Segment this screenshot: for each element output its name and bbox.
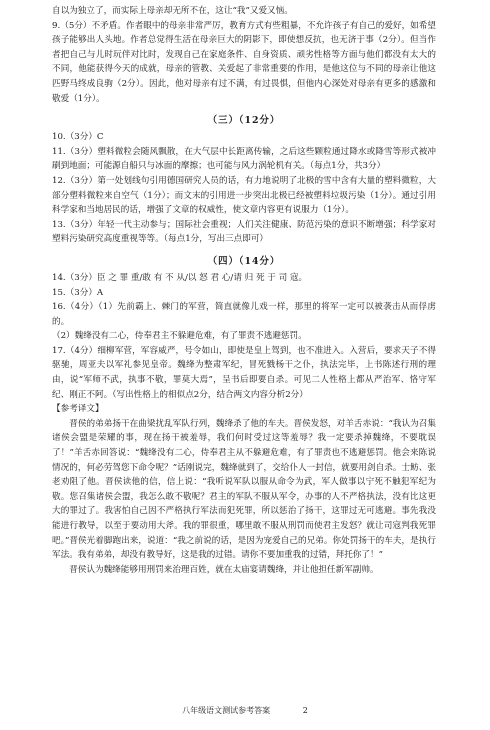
answer-block-14-17 (52, 271, 436, 417)
reference-translation-heading: 【参考译文】 (52, 404, 104, 415)
paragraph: 17.（4分）细柳军营，军容威严，号令如山，即使是皇上驾到，也不准进入。入营后，要求天子不得驱驰，周亚夫以军礼参见皇帝。魏绛为整肃军纪，冒死戮杨干之仆，执法完毕，上书陈述行刑的理由，说“军师不武，执事不敬，罪莫大焉”，呈书后即要自杀。可见二人性格上都从严治军、恪守军纪、刚正不阿。（写出性格上的相似点2分，结合两文内容分析2分） (52, 345, 436, 400)
paragraph: 9.（5分）不矛盾。作者眼中的母亲非常严厉，教育方式有些粗暴，不允许孩子有自己的爱好，如希望孩子能够出人头地。作者总觉得生活在母亲巨大的阴影下，即使想反抗，也无济于事（2分）。但当作者把自己与儿时玩伴对比时，发现自己在家庭条件、自身资质、顽劣性格等方面与他们都没有太大的不同，他能获得今天的成就，母亲的管教、关爱起了非常重要的作用，是他这位与不同的母亲让他这匹野马终成良驹（2分）。因此，他对母亲有过不满，有过畏惧，但他内心深处对母亲有更多的感激和敬爱（1分）。 (52, 20, 436, 104)
paragraph: 11.（3分）塑料微粒会随风飘散，在大气层中长距离传输，之后这些颗粒通过降水或降雪等形式被冲刷到地面；可能源自船只与冰面的摩擦；也可能与风力涡轮机有关。（每点1分，共3分） (52, 146, 436, 172)
reference-translation (52, 417, 436, 578)
paragraph: 晋侯的弟弟扬干在曲梁扰乱军队行列，魏绛杀了他的车夫。晋侯发怒，对羊舌赤说：“我认为召集诸侯会盟是荣耀的事，现在扬干被羞辱，我们何时受过这等羞辱？我一定要杀掉魏绛，不要耽误了！”羊舌赤回答说：“魏绛没有二心，侍奉君主从不躲避危难，有了罪责也不逃避惩罚。他会来陈说情况的，何必劳驾您下命令呢？”话刚说完，魏绛就到了，交给仆人一封信，就要用剑自杀。士鲂、张老劝阻了他。晋侯读他的信，信上说：“我听说军队以服从命令为武，军人做事以宁死不触犯军纪为敬。您召集诸侯会盟，我怎么敢不敬呢？君主的军队不服从军令，办事的人不严格执法，没有比这更大的罪过了。我害怕自己因不严格执行军法而犯死罪，所以惩治了扬干，这罪过无可逃避。事先我没能进行教导，以至于要动用大斧。我的罪很重，哪里敢不服从刑罚而使君主发怒？就让司寇判我死罪吧。”晋侯光着脚跑出来，说道：“我之前说的话，是因为宠爱自己的兄弟。你处罚扬干的车夫，是执行军法。我有弟弟，却没有教导好，这是我的过错。请你不要加重我的过错，拜托你了！” (52, 418, 436, 561)
page-number: 2 (302, 706, 308, 715)
section-heading-4: （四）（14分） (207, 255, 281, 267)
paragraph: 15.（3分）A (52, 287, 104, 298)
paragraph: 12.（3分）第一处划线句引用德国研究人员的话，有力地说明了北极的雪中含有大量的塑料微粒，大部分塑料微粒来自空气（1分）；而文末的引用进一步突出北极已经被塑料垃圾污染（1分）。通过引用科学家和当地居民的话，增强了文章的权威性，使文章内容更有说服力（1分）。 (52, 175, 436, 216)
paragraph: 晋侯认为魏绛能够用刑罚来治理百姓，就在太庙宴请魏绛，并让他担任新军副帅。 (69, 564, 379, 575)
paragraph: 16.（4分）（1）先前霸上、棘门的军营，简直就像儿戏一样，那里的将军一定可以被袭击从而俘虏的。 (52, 302, 436, 327)
paragraph: 14.（3分）臣 之 罪 重/敢 有 不 从/以 怒 君 心/请 归 死 于 司 寇。 (52, 272, 308, 283)
section-heading-3: （三）（12分） (207, 115, 281, 127)
footer-label: 八年级语文测试参考答案 (182, 706, 271, 715)
paragraph: （2）魏绛没有二心，侍奉君主不躲避危难，有了罪责不逃避惩罚。 (52, 331, 307, 342)
paragraph: 10.（3分）C (52, 132, 104, 143)
paragraph: 自以为独立了，而实际上母亲却无所不在，这让“我”又爱又恼。 (52, 6, 293, 16)
answer-block-10-13 (52, 130, 436, 247)
paragraph: 13.（3分）年轻一代主动参与；国际社会重视；人们关注健康、防范污染的意识不断增强；科学家对塑料污染研究高度重视等等。（每点1分，写出三点即可） (52, 219, 436, 245)
page-footer (0, 705, 490, 716)
answer-block-9 (52, 4, 436, 106)
